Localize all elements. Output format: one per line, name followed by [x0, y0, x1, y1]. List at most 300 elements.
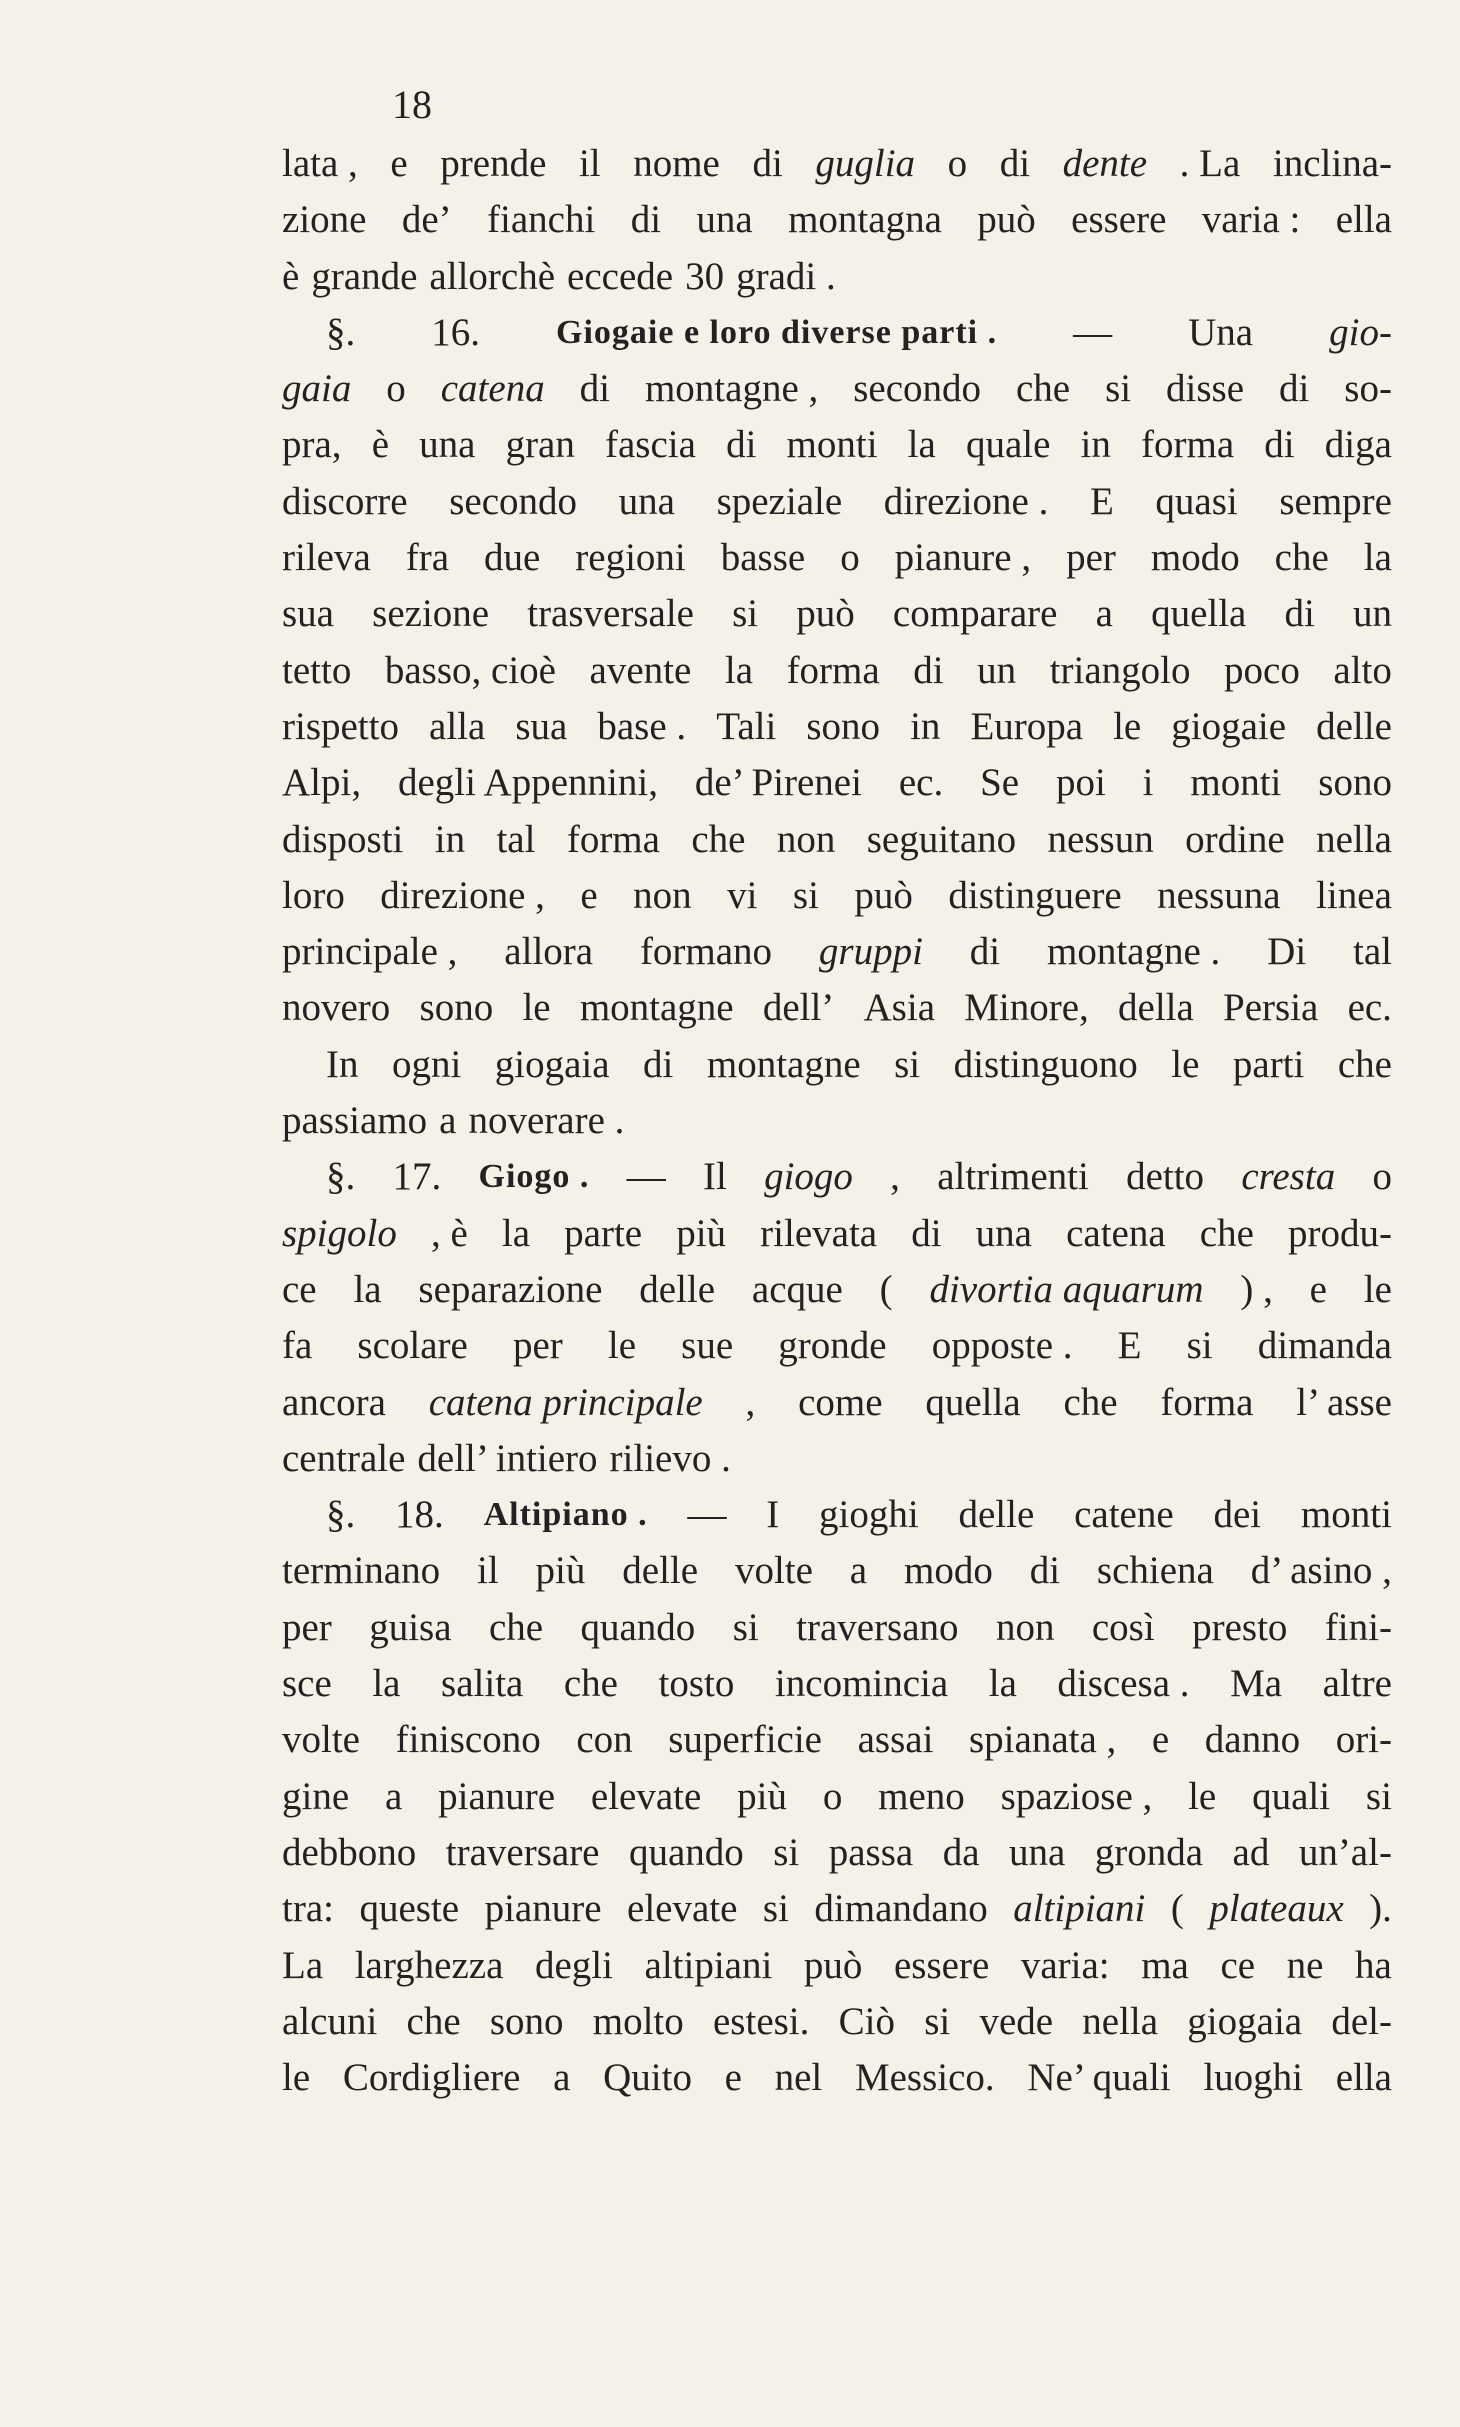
word: ,: [890, 1155, 900, 1199]
italic-term: cresta: [1241, 1155, 1336, 1199]
italic-term: giogo: [764, 1155, 853, 1199]
word: Se: [980, 761, 1020, 805]
text-line: [282, 980, 1392, 1036]
word: dimandano: [814, 1887, 988, 1931]
word: volte: [282, 1718, 360, 1762]
word: così: [1091, 1605, 1155, 1649]
word: una: [419, 423, 476, 467]
italic-term: catena principale: [428, 1380, 703, 1424]
word: ad: [1232, 1830, 1270, 1874]
italic-term: spigolo: [282, 1211, 397, 1255]
word: o: [840, 536, 860, 580]
word: terminano: [282, 1549, 441, 1593]
italic-term: gaia: [282, 367, 352, 411]
word: trasversale: [527, 592, 694, 636]
word: parte: [564, 1211, 643, 1255]
word: basso, cioè: [384, 648, 556, 692]
text-line: [282, 530, 1392, 586]
italic-term: gruppi: [818, 930, 923, 974]
word: E: [1117, 1324, 1142, 1368]
word: Il: [702, 1155, 727, 1199]
word: di: [1284, 592, 1315, 636]
word: larghezza: [354, 1943, 504, 1987]
word: spianata ,: [969, 1718, 1117, 1762]
word: formano: [639, 930, 773, 974]
word: non: [776, 817, 836, 861]
word: l’ asse: [1296, 1380, 1392, 1424]
word: può: [854, 873, 913, 917]
section-heading: Giogaie e loro diverse parti .: [556, 313, 998, 351]
word: rilevata: [760, 1211, 878, 1255]
word: ha: [1355, 1943, 1392, 1987]
text-line: [282, 1543, 1392, 1599]
text-line: [282, 1994, 1392, 2050]
word: montagne ,: [644, 367, 819, 411]
text-line: [282, 474, 1392, 530]
word: le: [1113, 704, 1142, 748]
word: a: [849, 1549, 868, 1593]
word: debbono: [282, 1830, 417, 1874]
word: —: [687, 1493, 727, 1537]
text-line: [282, 417, 1392, 473]
word: volte: [734, 1549, 813, 1593]
word: rispetto: [282, 704, 399, 748]
word: loro: [282, 873, 345, 917]
text-line: [282, 1149, 1392, 1205]
text-line: [282, 812, 1392, 868]
word: che: [1063, 1380, 1118, 1424]
word: basse: [720, 536, 806, 580]
italic-term: catena: [440, 367, 545, 411]
word: le: [1188, 1774, 1217, 1818]
word: triangolo: [1049, 648, 1191, 692]
word: a: [439, 1099, 457, 1143]
word: seguitano: [866, 817, 1017, 861]
word: essere: [1071, 198, 1167, 242]
word: regioni: [575, 536, 686, 580]
text-line: [282, 643, 1392, 699]
word: giogaie: [1171, 704, 1287, 748]
word: modo: [903, 1549, 993, 1593]
word: ella: [1335, 2056, 1392, 2100]
word: Ne’ quali: [1027, 2056, 1171, 2100]
word: o: [386, 367, 406, 411]
word: produ-: [1288, 1211, 1392, 1255]
word: nella: [1316, 817, 1392, 861]
word: forma: [1141, 423, 1235, 467]
word: dimanda: [1257, 1324, 1392, 1368]
word: dei: [1213, 1493, 1262, 1537]
word: dell’ intiero: [417, 1436, 598, 1480]
italic-term: dente: [1062, 142, 1148, 185]
italic-term: guglia: [815, 142, 916, 185]
word: direzione .: [883, 479, 1049, 523]
word: de’: [401, 198, 452, 242]
word: alcuni: [282, 1999, 378, 2043]
word: quasi: [1155, 479, 1238, 523]
word: ) ,: [1240, 1267, 1273, 1311]
text-line: [282, 1206, 1392, 1262]
word: Tali: [716, 704, 777, 748]
word: forma: [786, 648, 880, 692]
word: ori-: [1335, 1718, 1392, 1762]
text-line: [282, 1938, 1392, 1994]
word: sua: [282, 592, 334, 636]
word: elevate: [627, 1887, 738, 1931]
word: pra,: [282, 423, 342, 467]
word: fra: [405, 536, 450, 580]
word: altre: [1322, 1662, 1392, 1706]
word: che: [1337, 1042, 1392, 1086]
word: rileva: [282, 536, 371, 580]
word: in: [910, 704, 941, 748]
word: i: [1142, 761, 1154, 805]
word: detto: [1126, 1155, 1205, 1199]
word: ordine: [1185, 817, 1285, 861]
word: secondo: [853, 367, 982, 411]
word: di: [643, 1042, 674, 1086]
word: sono: [806, 704, 881, 748]
text-line: [282, 1825, 1392, 1881]
text-line: [282, 249, 1392, 305]
word: tetto: [282, 648, 352, 692]
word: una: [1008, 1830, 1066, 1874]
word: d’ asino ,: [1250, 1549, 1392, 1593]
text-line: [282, 868, 1392, 924]
text-line: [282, 924, 1392, 980]
word: che: [1199, 1211, 1254, 1255]
word: elevate: [590, 1774, 702, 1818]
word: si: [792, 873, 819, 917]
word: un: [977, 648, 1017, 692]
word: inclina-: [1272, 142, 1392, 185]
word: In: [326, 1042, 359, 1086]
section-heading: Giogo .: [478, 1158, 590, 1196]
word: gronde: [778, 1324, 887, 1368]
word: varia :: [1201, 198, 1301, 242]
word: gradi .: [736, 254, 836, 298]
word: a: [1095, 592, 1113, 636]
word: ).: [1369, 1887, 1392, 1931]
word: si: [1186, 1324, 1213, 1368]
word: meno: [878, 1774, 965, 1818]
word: delle: [639, 1267, 716, 1311]
word: §.: [326, 1155, 356, 1199]
word: estesi.: [713, 1999, 810, 2043]
word: Alpi,: [282, 761, 362, 805]
word: di: [752, 142, 783, 185]
word: si: [732, 592, 759, 636]
word: catena: [1066, 1211, 1166, 1255]
word: discorre: [282, 479, 408, 523]
word: pianure: [484, 1887, 602, 1931]
word: 17.: [392, 1155, 442, 1199]
word: allorchè: [429, 254, 556, 298]
word: quella: [1151, 592, 1247, 636]
word: guisa: [369, 1605, 452, 1649]
word: una: [696, 198, 753, 242]
word: quella: [925, 1380, 1021, 1424]
word: ce: [1220, 1943, 1256, 1987]
text-line: [282, 1431, 1392, 1487]
text-line: [282, 1881, 1392, 1937]
word: fianchi: [487, 198, 596, 242]
word: un’al-: [1298, 1830, 1392, 1874]
word: diga: [1324, 423, 1392, 467]
word: speziale: [716, 479, 843, 523]
word: può: [796, 592, 855, 636]
word: incomincia: [774, 1662, 949, 1706]
word: che: [488, 1605, 544, 1649]
word: discesa .: [1057, 1662, 1190, 1706]
word: Una: [1188, 310, 1254, 354]
word: o: [822, 1774, 843, 1818]
word: tra:: [282, 1887, 334, 1931]
word: si: [762, 1887, 789, 1931]
text-line: [282, 192, 1392, 248]
word: delle: [1316, 704, 1392, 748]
word: la: [1363, 536, 1392, 580]
word: lata ,: [282, 142, 358, 185]
word: molto: [592, 1999, 684, 2043]
word: montagne: [706, 1042, 861, 1086]
text-line: [282, 699, 1392, 755]
word: pianure ,: [894, 536, 1032, 580]
word: §.: [326, 1493, 356, 1537]
word: eccede: [567, 254, 674, 298]
word: montagna: [788, 198, 942, 242]
word: più: [535, 1549, 586, 1593]
word: base .: [597, 704, 687, 748]
word: gine: [282, 1774, 350, 1818]
word: 30: [685, 254, 725, 298]
text-line: [282, 586, 1392, 642]
word: o: [947, 142, 968, 185]
word: catene: [1074, 1493, 1174, 1537]
word: nome: [633, 142, 720, 185]
word: tosto: [658, 1662, 735, 1706]
text-line: [282, 361, 1392, 417]
word: le: [1171, 1042, 1200, 1086]
word: la: [988, 1662, 1017, 1706]
word: gioghi: [819, 1493, 919, 1537]
word: 18.: [395, 1493, 444, 1537]
word: Messico.: [854, 2056, 995, 2100]
word: ne: [1286, 1943, 1324, 1987]
word: che: [406, 1999, 461, 2043]
word: fascia: [605, 423, 696, 467]
word: nessuna: [1157, 873, 1281, 917]
word: ,: [745, 1380, 756, 1424]
word: modo: [1150, 536, 1240, 580]
word: (: [879, 1267, 893, 1311]
word: fini-: [1324, 1605, 1392, 1649]
word: tal: [1353, 930, 1392, 974]
word: spaziose ,: [1000, 1774, 1153, 1818]
word: §.: [326, 310, 356, 354]
word: ancora: [282, 1380, 386, 1424]
word: sua: [515, 704, 568, 748]
word: in: [434, 817, 466, 861]
page-number: 18: [392, 82, 432, 127]
text-line: [282, 1375, 1392, 1431]
word: luoghi: [1203, 2056, 1304, 2100]
word: —: [1073, 310, 1113, 354]
word: si: [1365, 1774, 1392, 1818]
word: Ciò: [838, 1999, 895, 2043]
word: la: [353, 1267, 382, 1311]
word: linea: [1316, 873, 1392, 917]
word: . La: [1179, 142, 1241, 185]
word: (: [1170, 1887, 1184, 1931]
word: opposte .: [931, 1324, 1073, 1368]
word: una: [975, 1211, 1032, 1255]
word: le: [522, 986, 551, 1030]
word: ogni: [391, 1042, 462, 1086]
word: distinguono: [953, 1042, 1138, 1086]
word: le: [282, 2056, 311, 2100]
word: la: [372, 1662, 401, 1706]
word: ec.: [898, 761, 944, 805]
word: assai: [857, 1718, 934, 1762]
text-line: [282, 1487, 1392, 1543]
word: scolare: [357, 1324, 468, 1368]
word: separazione: [418, 1267, 603, 1311]
text-line: [282, 2050, 1392, 2106]
word: quali: [1252, 1774, 1331, 1818]
word: le: [1363, 1267, 1392, 1311]
word: danno: [1204, 1718, 1301, 1762]
text-line: [282, 755, 1392, 811]
word: in: [1080, 423, 1111, 467]
word: più: [676, 1211, 727, 1255]
word: può: [977, 198, 1036, 242]
word: acque: [751, 1267, 843, 1311]
word: giogaia: [494, 1042, 610, 1086]
word: passiamo: [282, 1099, 428, 1143]
word: poco: [1224, 648, 1300, 692]
word: superficie: [668, 1718, 822, 1762]
word: non: [633, 873, 692, 917]
word: è: [371, 423, 389, 467]
word: vi: [727, 873, 758, 917]
text-line: [282, 1093, 1392, 1149]
word: delle: [958, 1493, 1035, 1537]
word: sce: [282, 1662, 332, 1706]
word: giogaia: [1187, 1999, 1303, 2043]
word: che: [1274, 536, 1329, 580]
word: schiena: [1096, 1549, 1214, 1593]
word: altipiani: [644, 1943, 773, 1987]
word: queste: [359, 1887, 460, 1931]
word: sono: [1318, 761, 1392, 805]
text-line: [282, 1656, 1392, 1712]
word: tal: [496, 817, 536, 861]
word: le: [607, 1324, 637, 1368]
text-line: [282, 1712, 1392, 1768]
word: forma: [566, 817, 660, 861]
word: essere: [894, 1943, 990, 1987]
word: pianure: [438, 1774, 556, 1818]
word: disposti: [282, 817, 404, 861]
word: si: [732, 1605, 759, 1649]
word: traversare: [445, 1830, 600, 1874]
word: di: [630, 198, 662, 242]
word: Persia: [1223, 986, 1319, 1030]
word: di: [1278, 367, 1310, 411]
word: varia:: [1020, 1943, 1110, 1987]
word: Minore,: [964, 986, 1089, 1030]
word: sezione: [372, 592, 490, 636]
word: alto: [1333, 648, 1392, 692]
word: sempre: [1279, 479, 1392, 523]
word: so-: [1344, 367, 1392, 411]
word: altrimenti: [937, 1155, 1089, 1199]
italic-term: altipiani: [1013, 1887, 1146, 1931]
word: nella: [1082, 1999, 1159, 2043]
word: per: [282, 1605, 332, 1649]
word: Ma: [1230, 1662, 1283, 1706]
word: la: [724, 648, 754, 692]
word: sue: [681, 1324, 734, 1368]
word: una: [618, 479, 675, 523]
word: gran: [505, 423, 575, 467]
word: vede: [979, 1999, 1054, 2043]
word: è: [282, 254, 300, 298]
word: di: [969, 930, 1001, 974]
italic-term: plateaux: [1209, 1887, 1344, 1931]
word: o: [1372, 1155, 1392, 1199]
word: la: [501, 1211, 531, 1255]
word: fa: [282, 1324, 313, 1368]
word: da: [942, 1830, 980, 1874]
word: che: [1015, 367, 1071, 411]
word: ce: [282, 1267, 317, 1311]
word: traversano: [796, 1605, 959, 1649]
text-line: [282, 1037, 1392, 1093]
word: , è: [430, 1211, 468, 1255]
word: e: [724, 2056, 742, 2100]
word: degli Appennini,: [397, 761, 658, 805]
word: di: [911, 1211, 942, 1255]
word: distinguere: [948, 873, 1122, 917]
word: di: [579, 367, 611, 411]
word: La: [282, 1943, 324, 1987]
word: di: [999, 142, 1031, 185]
word: passa: [828, 1830, 914, 1874]
word: montagne .: [1047, 930, 1221, 974]
italic-term: gio-: [1329, 310, 1392, 354]
word: allora: [504, 930, 594, 974]
word: zione: [282, 198, 367, 242]
word: alla: [429, 704, 486, 748]
text-line: [282, 1262, 1392, 1318]
word: presto: [1192, 1605, 1288, 1649]
word: si: [924, 1999, 951, 2043]
word: I: [766, 1493, 780, 1537]
text-line: [282, 1600, 1392, 1656]
word: montagne: [579, 986, 734, 1030]
word: per: [512, 1324, 563, 1368]
word: non: [995, 1605, 1055, 1649]
word: dell’: [762, 986, 835, 1030]
word: avente: [589, 648, 692, 692]
word: con: [576, 1718, 633, 1762]
word: nessun: [1047, 817, 1154, 861]
word: ella: [1335, 198, 1392, 242]
word: Di: [1267, 930, 1307, 974]
word: a: [384, 1774, 403, 1818]
